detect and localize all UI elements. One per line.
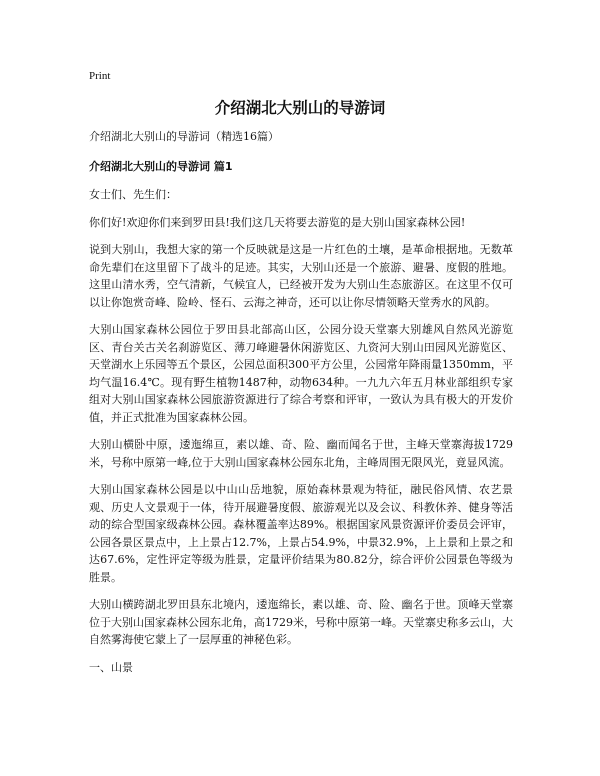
paragraph-intro: 说到大别山，我想大家的第一个反映就是这是一片红色的土壤，是革命根据地。无数革命先辈们在这里留下了战斗的足迹。其实，大别山还是一个旅游、避暑、度假的胜地。这里山清水秀，空气清新，气候宜人，已经被开发为大别山生态旅游区。在这里不仅可以让你饱赏奇峰、险岭、怪石、云海之神奇，还可以让你尽情领略天堂秀水的风韵。 [89,243,513,309]
paragraph-welcome: 你们好!欢迎你们来到罗田县!我们这几天将要去游览的是大别山国家森林公园! [89,215,466,229]
paragraph-section-mountain: 一、山景 [89,660,133,674]
paragraph-main-peak: 大别山横卧中原，逶迤绵亘，素以雄、奇、险、幽而闻名于世，主峰天堂寨海拔1729米，号称中原第一峰,位于大别山国家森林公园东北角，主峰周围无限风光，竟显风流。 [89,438,513,469]
article-body [89,128,513,686]
print-link[interactable]: Print [89,70,111,82]
section-heading: 介绍湖北大别山的导游词 篇1 [89,159,233,173]
paragraph-tiantangzhai: 大别山横跨湖北罗田县东北境内，逶迤绵长，素以雄、奇、险、幽名于世。顶峰天堂寨位于大别山国家森林公园东北角，高1729米，号称中原第一峰。天堂寨史称多云山，大自然雾海使它蒙上了一层厚重的神秘色彩。 [89,598,513,646]
article-subtitle: 介绍湖北大别山的导游词（精选16篇） [89,130,279,143]
paragraph-park-features: 大别山国家森林公园是以中山山岳地貌，原始森林景观为特征，融民俗风情、农艺景观、历史人文景观于一体，待开展避暑度假、旅游观光以及会议、科教休养、健身等活动的综合型国家级森林公园。森林覆盖率达89%。根据国家风景资源评价委员会评审，公园各景区景点中，上上景占12.7%，上景占54.9%，中景32.9%，上上景和上景之和达67.6%，定性评定等级为胜景，定量评价结果为80.82分，综合评价公园景色等级为胜景。 [89,483,513,584]
paragraph-park-overview: 大别山国家森林公园位于罗田县北部高山区，公园分设天堂寨大别雄风自然风光游览区、青台关古关名刹游览区、薄刀峰避暑休闲游览区、九资河大别山田园风光游览区、天堂湖水上乐园等五个景区，公园总面积300平方公里，公园常年降雨量1350mm，平均气温16.4℃。现有野生植物1487种，动物634种。一九九六年五月林业部组织专家组对大别山国家森林公园旅游资源进行了综合考察和评审，一致认为具有极大的开发价值，并正式批准为国家森林公园。 [89,323,513,424]
page-title: 介绍湖北大别山的导游词 [214,99,386,117]
salutation: 女士们、先生们： [89,188,177,201]
